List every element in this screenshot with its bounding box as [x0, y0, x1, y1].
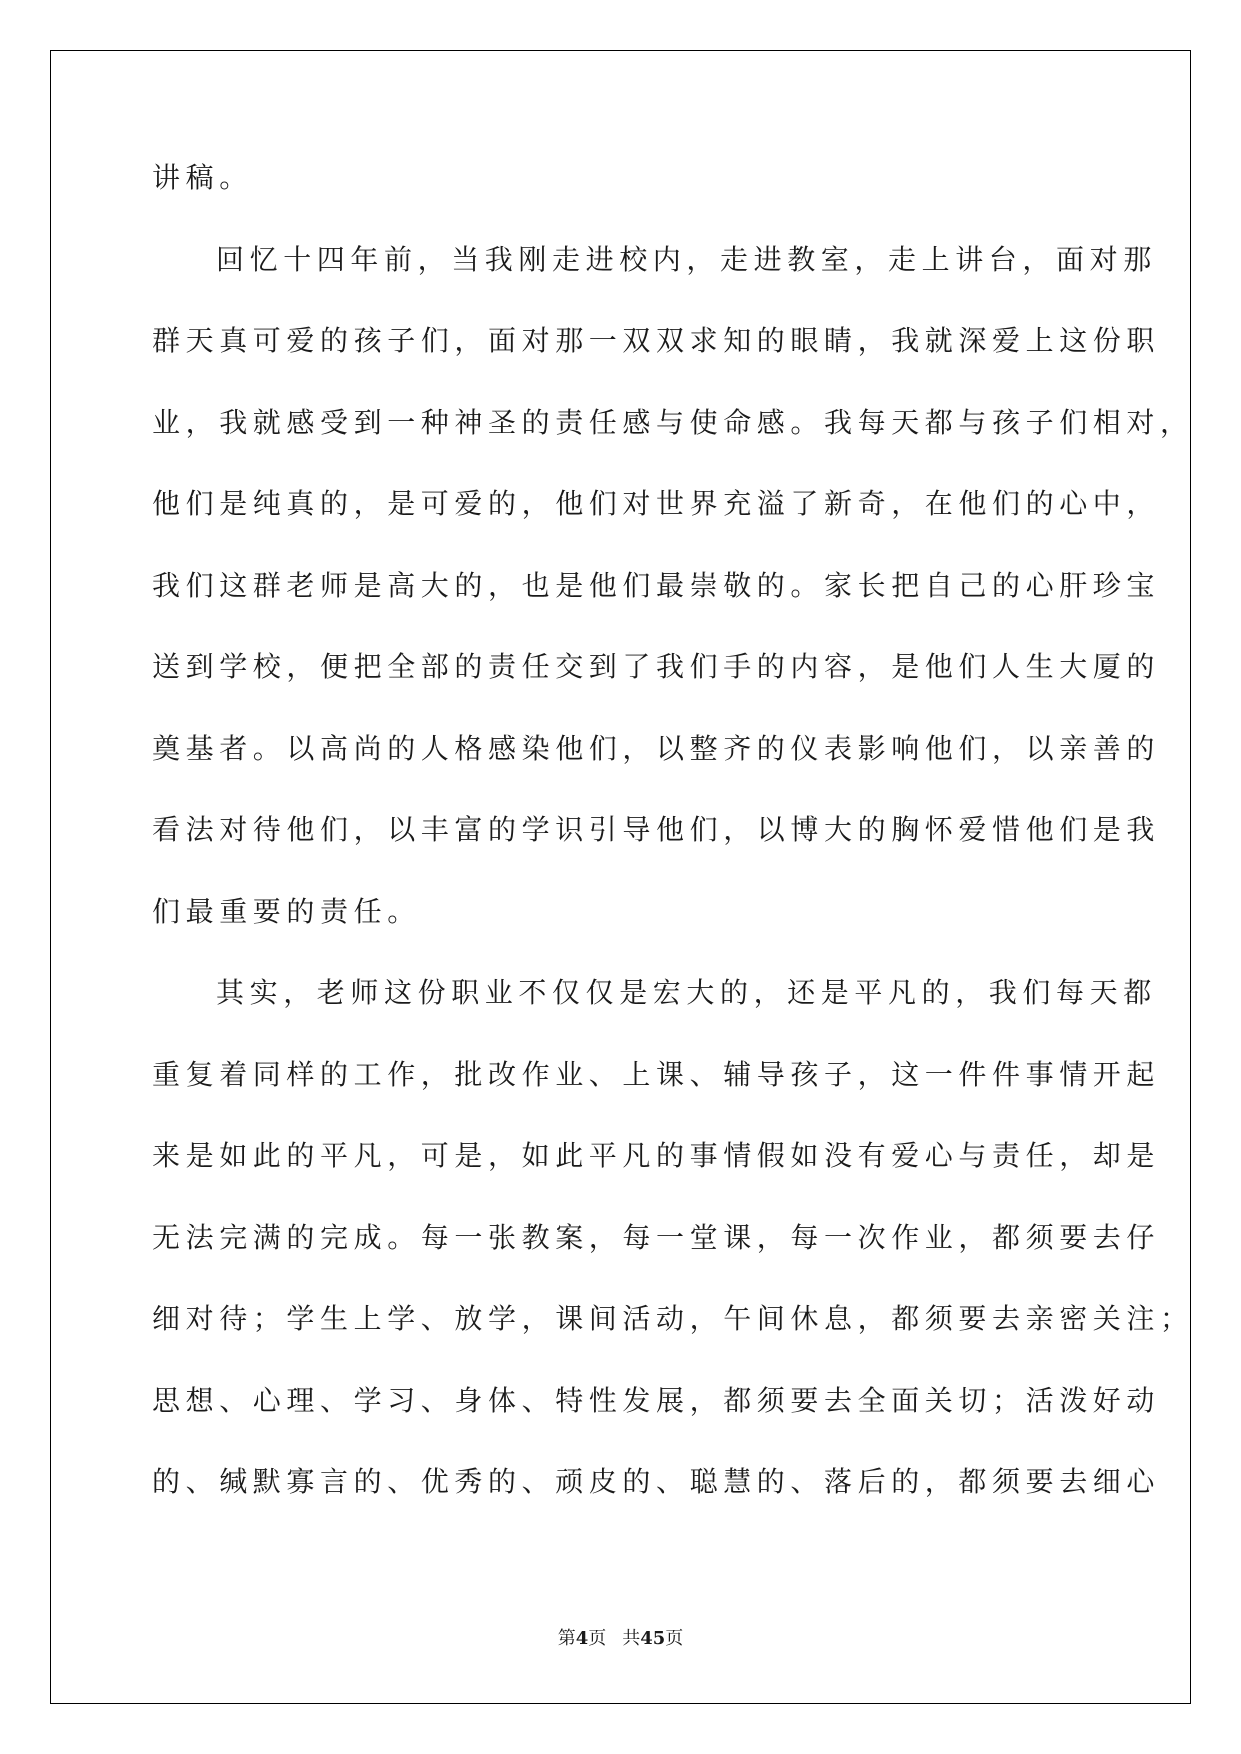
- footer-total-suffix: 页: [665, 1628, 684, 1649]
- text-line: 思想、心理、学习、身体、特性发展，都须要去全面关切；活泼好动: [152, 1383, 1161, 1417]
- text-line: 奠基者。以高尚的人格感染他们，以整齐的仪表影响他们，以亲善的: [152, 731, 1161, 765]
- footer-page-number: 4: [575, 1628, 589, 1649]
- text-line: 送到学校，便把全部的责任交到了我们手的内容，是他们人生大厦的: [152, 650, 1161, 683]
- text-line: 细对待；学生上学、放学，课间活动，午间休息，都须要去亲密关注；: [152, 1302, 1194, 1335]
- text-line: 来是如此的平凡，可是，如此平凡的事情假如没有爱心与责任，却是: [152, 1139, 1161, 1172]
- text-line: 讲稿。: [152, 161, 253, 194]
- footer-total-pages: 45: [640, 1628, 666, 1649]
- text-line: 的、缄默寡言的、优秀的、顽皮的、聪慧的、落后的，都须要去细心: [152, 1465, 1161, 1498]
- text-line: 们最重要的责任。: [152, 894, 421, 928]
- footer-page-suffix: 页: [588, 1628, 607, 1649]
- document-body: [152, 161, 1194, 1549]
- text-line: 无法完满的完成。每一张教案，每一堂课，每一次作业，都须要去仔: [152, 1220, 1161, 1254]
- page-footer: [0, 1628, 1241, 1650]
- footer-total-prefix: 共: [622, 1628, 641, 1649]
- text-line: 我们这群老师是高大的，也是他们最崇敬的。家长把自己的心肝珍宝: [152, 568, 1161, 602]
- text-line: 他们是纯真的，是可爱的，他们对世界充溢了新奇，在他们的心中，: [152, 487, 1161, 520]
- text-line: 回忆十四年前，当我刚走进校内，走进教室，走上讲台，面对那: [216, 242, 1157, 276]
- text-line: 看法对待他们，以丰富的学识引导他们，以博大的胸怀爱惜他们是我: [152, 813, 1161, 846]
- text-line: 重复着同样的工作，批改作业、上课、辅导孩子，这一件件事情开起: [152, 1057, 1161, 1091]
- text-line: 群天真可爱的孩子们，面对那一双双求知的眼睛，我就深爱上这份职: [152, 324, 1161, 357]
- footer-page-prefix: 第: [557, 1628, 576, 1649]
- text-line: 其实，老师这份职业不仅仅是宏大的，还是平凡的，我们每天都: [216, 976, 1157, 1009]
- text-line: 业，我就感受到一种神圣的责任感与使命感。我每天都与孩子们相对，: [152, 405, 1194, 439]
